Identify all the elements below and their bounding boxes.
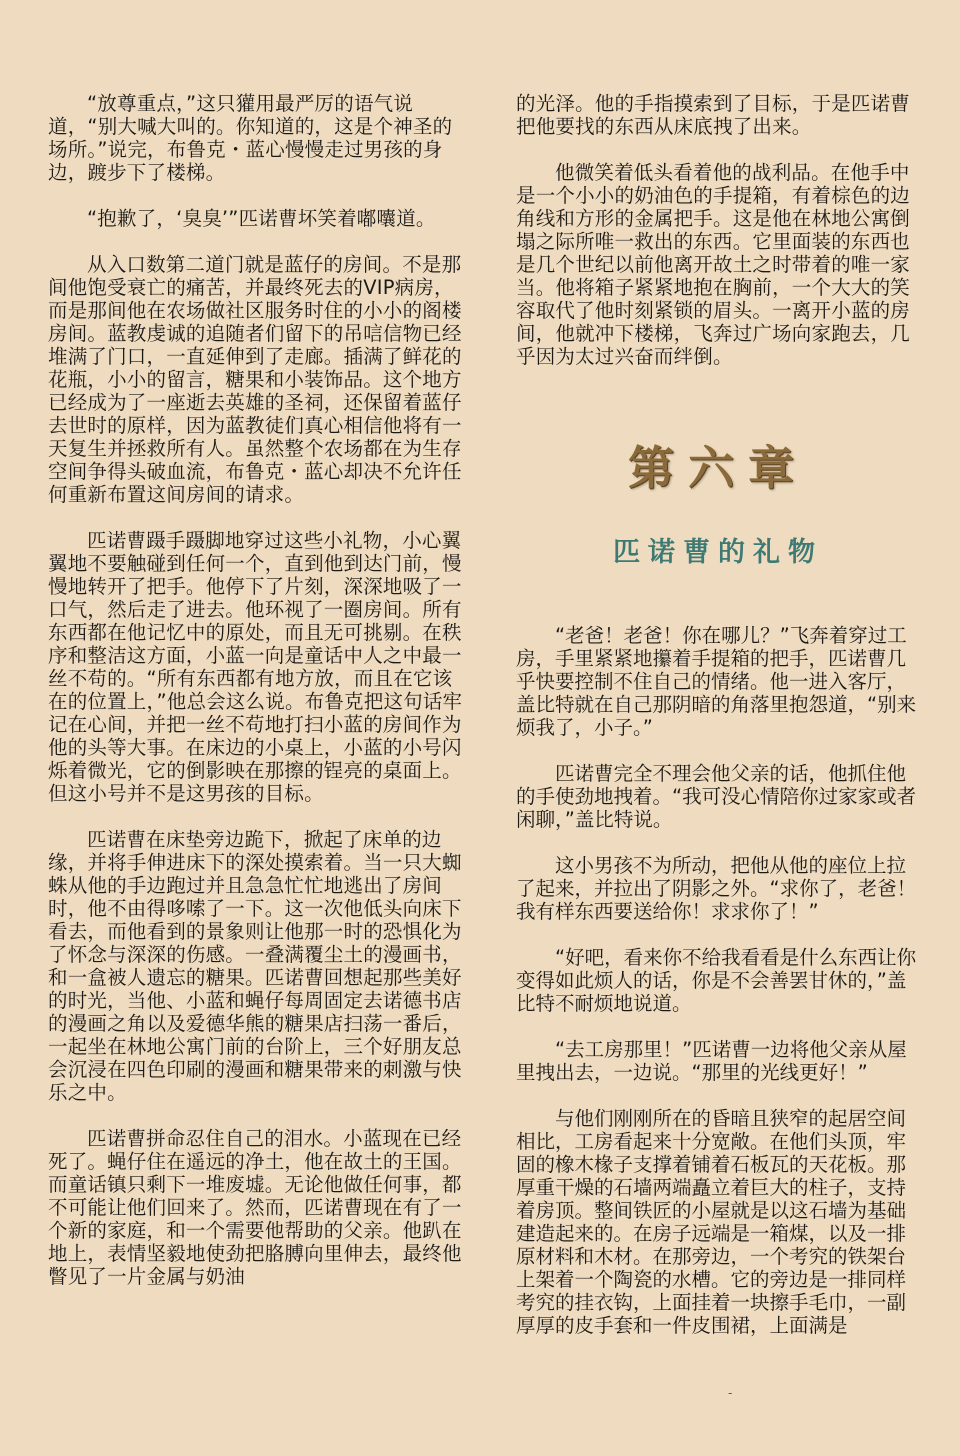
paragraph: 与他们刚刚所在的昏暗且狭窄的起居空间相比，工房看起来十分宽敞。在他们头顶，牢固的橡木椽子支撑着铺着石板瓦的天花板。那厚重干燥的石墙两端矗立着巨大的柱子，支持着房顶。整间铁匠的小屋就是以这石墙为基础建造起来的。在房子远端是一箱煤，以及一排原材料和木材。在那旁边，一个考究的铁架台上架着一个陶瓷的水槽。它的旁边是一排同样考究的挂衣钩，上面挂着一块擦手毛巾，一副厚厚的皮手套和一件皮围裙，上面满是: [516, 1107, 907, 1337]
paragraph: “去工房那里！”匹诺曹一边将他父亲从屋里拽出去，一边说。“那里的光线更好！”: [516, 1038, 907, 1084]
paragraph: 这小男孩不为所动，把他从他的座位上拉了起来，并拉出了阴影之外。“求你了，老爸！我有样东西要送给你！求求你了！”: [516, 854, 917, 923]
page-mark: -: [728, 1386, 733, 1400]
paragraph: 从入口数第二道门就是蓝仔的房间。不是那间他饱受衰亡的痛苦，并最终死去的VIP病房，而是那间他在农场做社区服务时住的小小的阁楼房间。蓝教虔诚的追随者们留下的吊唁信物已经堆满了门口，一直延伸到了走廊。插满了鲜花的花瓶，小小的留言，糖果和小装饰品。这个地方已经成为了一座逝去英雄的圣祠，还保留着蓝仔去世时的原样，因为蓝教徒们真心相信他将有一天复生并拯救所有人。虽然整个农场都在为生存空间争得头破血流，布鲁克・蓝心却决不允许任何重新布置这间房间的请求。: [48, 253, 462, 506]
right-column-top: [516, 92, 920, 391]
paragraph: 匹诺曹拼命忍住自己的泪水。小蓝现在已经死了。蝇仔住在遥远的净土，他在故土的王国。而童话镇只剩下一堆废墟。无论他做任何事，都不可能让他们回来了。然而，匹诺曹现在有了一个新的家庭，和一个需要他帮助的父亲。他趴在地上，表情坚毅地使劲把胳膊向里伸去，最终他瞥见了一片金属与奶油: [48, 1127, 462, 1288]
chapter-title: 第六章: [628, 441, 808, 495]
paragraph: 匹诺曹完全不理会他父亲的话，他抓住他的手使劲地拽着。“我可没心情陪你过家家或者闲聊，”盖比特说。: [516, 762, 917, 831]
paragraph: “抱歉了，‘臭臭’”匹诺曹坏笑着嘟囔道。: [87, 207, 436, 230]
chapter-subtitle: 匹诺曹的礼物: [613, 537, 823, 568]
right-column-bottom: [516, 624, 920, 1360]
paragraph: 的光泽。他的手指摸索到了目标，于是匹诺曹把他要找的东西从床底拽了出来。: [516, 92, 911, 138]
paragraph: “老爸！老爸！你在哪儿？”飞奔着穿过工房，手里紧紧地攥着手提箱的把手，匹诺曹几乎快要控制不住自己的情绪。他一进入客厅，盖比特就在自己那阴暗的角落里抱怨道，“别来烦我了，小子。”: [516, 624, 917, 739]
left-column: [48, 92, 468, 1311]
paragraph: 匹诺曹在床垫旁边跪下，掀起了床单的边缘，并将手伸进床下的深处摸索着。当一只大蜘蛛从他的手边跑过并且急急忙忙地逃出了房间时，他不由得哆嗦了一下。这一次他低头向床下看去，而他看到的景象则让他那一时的恐惧化为了怀念与深深的伤感。一叠满覆尘土的漫画书，和一盒被人遗忘的糖果。匹诺曹回想起那些美好的时光，当他、小蓝和蝇仔每周固定去诺德书店的漫画之角以及爱德华熊的糖果店扫荡一番后，一起坐在林地公寓门前的台阶上，三个好朋友总会沉浸在四色印刷的漫画和糖果带来的刺激与快乐之中。: [48, 828, 462, 1104]
paragraph: 他微笑着低头看着他的战利品。在他手中是一个小小的奶油色的手提箱，有着棕色的边角线和方形的金属把手。这是他在林地公寓倒塌之际所唯一救出的东西。它里面装的东西也是几个世纪以前他离开故土之时带着的唯一家当。他将箱子紧紧地抱在胸前，一个大大的笑容取代了他时刻紧锁的眉头。一离开小蓝的房间，他就冲下楼梯，飞奔过广场向家跑去，几乎因为太过兴奋而绊倒。: [516, 161, 911, 368]
paragraph: “放尊重点，”这只獾用最严厉的语气说道，“别大喊大叫的。你知道的，这是个神圣的场所。”说完，布鲁克・蓝心慢慢走过男孩的身边，踱步下了楼梯。: [48, 92, 453, 184]
paragraph: “好吧，看来你不给我看看是什么东西让你变得如此烦人的话，你是不会善罢甘休的，”盖比特不耐烦地说道。: [516, 946, 917, 1015]
paragraph: 匹诺曹蹑手蹑脚地穿过这些小礼物，小心翼翼地不要触碰到任何一个，直到他到达门前，慢慢地转开了把手。他停下了片刻，深深地吸了一口气，然后走了进去。他环视了一圈房间。所有东西都在他记忆中的原处，而且无可挑剔。在秩序和整洁这方面，小蓝一向是童话中人之中最一丝不苟的。“所有东西都有地方放，而且在它该在的位置上，”他总会这么说。布鲁克把这句话牢记在心间，并把一丝不苟地打扫小蓝的房间作为他的头等大事。在床边的小桌上，小蓝的小号闪烁着微光，它的倒影映在那擦的锃亮的桌面上。但这小号并不是这男孩的目标。: [48, 529, 463, 805]
